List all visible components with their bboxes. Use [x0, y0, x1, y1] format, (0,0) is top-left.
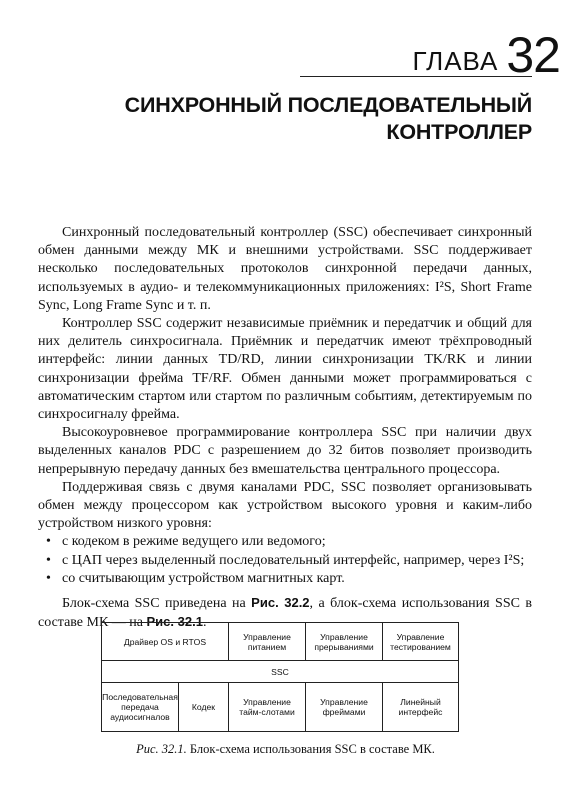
diagram-cell-ssc: SSC [271, 666, 289, 677]
closing-text-b: , а блок-схема использования SSC в составе МК — на [38, 596, 533, 631]
chapter-rule [300, 76, 532, 77]
diagram-cell-audio: Последовательная передача аудиосигналов [102, 683, 179, 731]
diagram-bottom-row [102, 683, 458, 731]
bullet-list [38, 533, 532, 588]
caption-label: Рис. 32.1. [136, 742, 187, 756]
diagram-cell-frames: Управление фреймами [306, 683, 383, 731]
closing-text-c: . [202, 615, 207, 631]
closing-text-a: Блок-схема SSC приведена на [62, 596, 252, 612]
diagram-cell-interrupts: Управление прерываниями [306, 623, 383, 660]
caption-text: Блок-схема использования SSC в составе МК. [186, 742, 435, 756]
diagram-middle-row [102, 661, 458, 683]
paragraph: Синхронный последовательный контроллер (SSC) обеспечивает синхронный обмен данными между МК и внешними устройствами. SSC поддерживает несколько последовательных протоколов синхронной передачи данных, используемых в аудио- и телекоммуникационных приложениях: I²S, Short Frame Sync, Long Frame Sync и т. п. [38, 225, 532, 313]
list-item: • со считывающим устройством магнитных карт. [38, 570, 532, 588]
list-item: • с ЦАП через выделенный последовательный интерфейс, например, через I²S; [38, 552, 532, 570]
diagram-top-row [102, 623, 458, 661]
diagram-cell-power: Управление питанием [229, 623, 306, 660]
paragraph: Поддерживая связь с двумя каналами PDC, SSC позволяет организовывать обмен между процессором как устройством высокого уровня и каким-либо устройством низкого уровня: [38, 479, 532, 532]
diagram-cell-codec: Кодек [179, 683, 229, 731]
figure-ref-32-1: Рис. 32.1 [146, 614, 203, 630]
chapter-number: 32 [506, 27, 560, 83]
figure-ref-32-2: Рис. 32.2 [251, 595, 310, 611]
chapter-heading [380, 27, 560, 83]
paragraph: Контроллер SSC содержит независимые приёмник и передатчик и общий для них делитель синхросигнала. Приёмник и передатчик имеют трёхпроводный интерфейс: линии данных TD/RD, линии синхронизации TK/RK и линии синхронизации фрейма TF/RF. Обмен данными может программироваться с автоматическим стартом или стартом по различным событиям, детектируемым по синхросигналу фрейма. [38, 316, 532, 423]
chapter-title-line-1: СИНХРОННЫЙ ПОСЛЕДОВАТЕЛЬНЫЙ [124, 93, 532, 117]
paragraph: Высокоуровневое программирование контроллера SSC при наличии двух выделенных каналов PDC с разрешением до 32 битов позволяет производить непрерывную передачу данных без вмешательства центрального процессора. [38, 425, 532, 477]
diagram-cell-timeslots: Управление тайм-слотами [229, 683, 306, 731]
chapter-word: ГЛАВА [412, 46, 499, 76]
ssc-usage-diagram [101, 622, 459, 732]
diagram-cell-testing: Управление тестированием [390, 631, 451, 652]
diagram-cell-os-driver: Драйвер OS и RTOS [102, 623, 229, 660]
figure-caption [0, 742, 571, 757]
body-text [38, 224, 532, 632]
chapter-title-line-2: КОНТРОЛЛЕР [386, 120, 532, 144]
diagram-cell-line-interface: Линейный интерфейс [398, 697, 443, 717]
list-item: • с кодеком в режиме ведущего или ведомого; [38, 533, 532, 551]
chapter-title [120, 92, 532, 146]
